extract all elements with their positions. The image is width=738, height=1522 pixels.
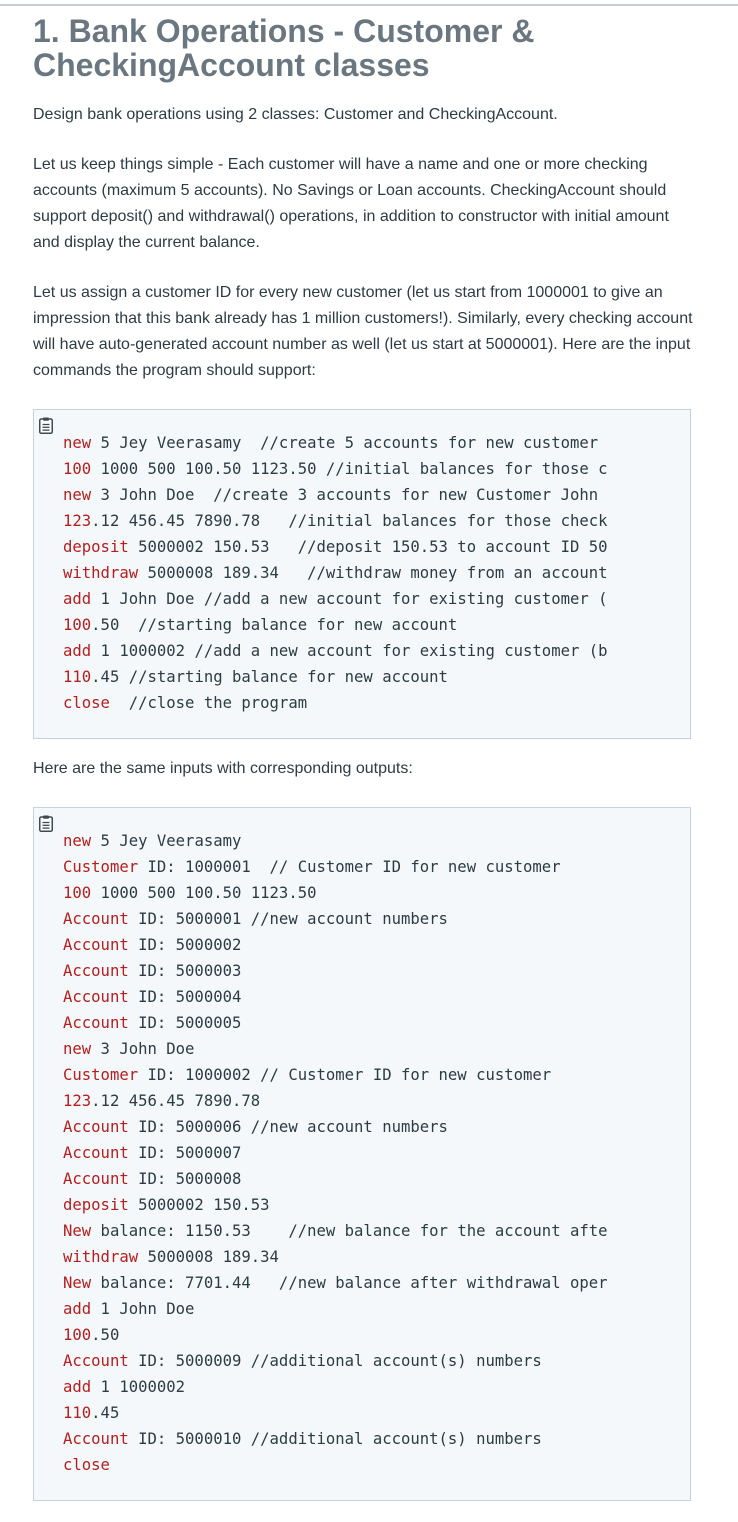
code-text: .12 456.45 7890.78 [91,1092,261,1110]
intro-paragraph: Design bank operations using 2 classes: Customer and CheckingAccount. [33,106,558,123]
code-text: 5000008 189.34 //withdraw money from an account [138,564,608,582]
code-line [63,1374,608,1400]
code-keyword: Account [63,1118,129,1136]
code-keyword: new [63,1040,92,1058]
code-line [63,482,608,508]
code-text: ID: 5000001 //new account numbers [128,910,448,928]
code-line [63,690,608,716]
code-line [63,1114,608,1140]
code-text: 5 Jey Veerasamy //create 5 accounts for new customer [91,434,599,452]
code-keyword: 123 [63,512,92,530]
code-keyword: deposit [63,538,129,556]
code-line [63,1296,608,1322]
code-line [63,1218,608,1244]
code-text: ID: 1000002 // Customer ID for new customer [138,1066,552,1084]
code-text: 5000008 189.34 [138,1248,279,1266]
code-keyword: 100 [63,884,92,902]
code-lines-inputs [63,430,608,716]
clipboard-icon[interactable] [39,815,53,832]
code-keyword: add [63,1378,92,1396]
code-text: ID: 5000003 [128,962,242,980]
code-keyword: Account [63,1352,129,1370]
code-keyword: Account [63,962,129,980]
code-line [63,612,608,638]
code-keyword: 110 [63,1404,92,1422]
code-line [63,1036,608,1062]
code-keyword: Account [63,988,129,1006]
code-line [63,456,608,482]
code-text: 5000002 150.53 [128,1196,270,1214]
code-text: 1000 500 100.50 1123.50 [91,884,317,902]
code-line [63,932,608,958]
code-line [63,984,608,1010]
code-text: ID: 5000009 //additional account(s) numbers [128,1352,542,1370]
code-text: .50 [91,1326,120,1344]
code-keyword: close [63,1456,110,1474]
code-line [63,1062,608,1088]
code-line [63,1088,608,1114]
code-keyword: close [63,694,110,712]
code-text: 5 Jey Veerasamy [91,832,242,850]
code-keyword: add [63,642,92,660]
code-line [63,508,608,534]
code-line [63,1322,608,1348]
code-keyword: 123 [63,1092,92,1110]
code-lines-outputs [63,828,608,1478]
code-keyword: 100 [63,1326,92,1344]
code-line [63,1166,608,1192]
code-keyword: new [63,434,92,452]
code-line [63,664,608,690]
code-keyword: 110 [63,668,92,686]
top-divider [0,4,738,6]
code-text: ID: 5000005 [128,1014,242,1032]
clipboard-icon[interactable] [39,417,53,434]
code-keyword: Account [63,936,129,954]
code-line [63,1452,608,1478]
code-keyword: Account [63,910,129,928]
requirements-paragraph: Let us keep things simple - Each customer will have a name and one or more checking accounts (maximum 5 accounts). No Savings or Loan accounts. CheckingAccount should support deposit() and withdrawal() operations, in addition to constructor with initial amount and display the current balance. [33,156,669,251]
code-line [63,534,608,560]
code-text: 5000002 150.53 //deposit 150.53 to account ID 50 [128,538,608,556]
code-keyword: Account [63,1144,129,1162]
code-line [63,1270,608,1296]
code-keyword: New [63,1274,92,1292]
code-text: .12 456.45 7890.78 //initial balances for those check [91,512,608,530]
code-line [63,1244,608,1270]
code-keyword: Customer [63,1066,139,1084]
code-line [63,828,608,854]
code-text: 1 1000002 [91,1378,186,1396]
code-line [63,1400,608,1426]
code-line [63,430,608,456]
code-keyword: add [63,590,92,608]
code-text: 1 1000002 //add a new account for existing customer (b [91,642,608,660]
code-text: ID: 5000007 [128,1144,242,1162]
code-keyword: deposit [63,1196,129,1214]
code-keyword: new [63,486,92,504]
code-text: ID: 1000001 // Customer ID for new customer [138,858,561,876]
code-line [63,638,608,664]
page-title: 1. Bank Operations - Customer & CheckingAccount classes [33,13,535,83]
code-line [63,1348,608,1374]
code-keyword: 100 [63,616,92,634]
code-keyword: 100 [63,460,92,478]
code-text: ID: 5000008 [128,1170,242,1188]
code-line [63,560,608,586]
code-text: ID: 5000004 [128,988,242,1006]
code-text: 1000 500 100.50 1123.50 //initial balances for those c [91,460,608,478]
code-keyword: Account [63,1170,129,1188]
code-line [63,1426,608,1452]
code-keyword: new [63,832,92,850]
code-line [63,906,608,932]
code-text: balance: 1150.53 //new balance for the account afte [91,1222,608,1240]
code-keyword: New [63,1222,92,1240]
code-keyword: withdraw [63,564,139,582]
code-text: 3 John Doe //create 3 accounts for new Customer John [91,486,599,504]
code-line [63,958,608,984]
code-keyword: withdraw [63,1248,139,1266]
code-line [63,880,608,906]
code-text: ID: 5000006 //new account numbers [128,1118,448,1136]
code-keyword: Account [63,1014,129,1032]
code-keyword: Customer [63,858,139,876]
code-keyword: add [63,1300,92,1318]
code-line [63,1192,608,1218]
code-text: 1 John Doe //add a new account for existing customer ( [91,590,608,608]
code-keyword: Account [63,1430,129,1448]
code-text: balance: 7701.44 //new balance after withdrawal oper [91,1274,608,1292]
code-block-inputs [33,409,691,739]
id-rules-paragraph: Let us assign a customer ID for every new customer (let us start from 1000001 to give an impression that this bank already has 1 million customers!). Similarly, every checking account will have auto-generated account number as well (let us start at 5000001). Here are the input commands the program should support: [33,284,693,379]
assignment-page [33,13,693,1474]
code-text: .50 //starting balance for new account [91,616,458,634]
code-line [63,1140,608,1166]
code-text: ID: 5000010 //additional account(s) numbers [128,1430,542,1448]
code-line [63,854,608,880]
code-line [63,1010,608,1036]
code-block-outputs [33,807,691,1501]
code-text: 3 John Doe [91,1040,195,1058]
code-text: //close the program [109,694,308,712]
code-text: 1 John Doe [91,1300,195,1318]
code-text: ID: 5000002 [128,936,242,954]
code-line [63,586,608,612]
outputs-intro-paragraph: Here are the same inputs with corresponding outputs: [33,760,413,777]
code-text: .45 //starting balance for new account [91,668,448,686]
code-text: .45 [91,1404,120,1422]
